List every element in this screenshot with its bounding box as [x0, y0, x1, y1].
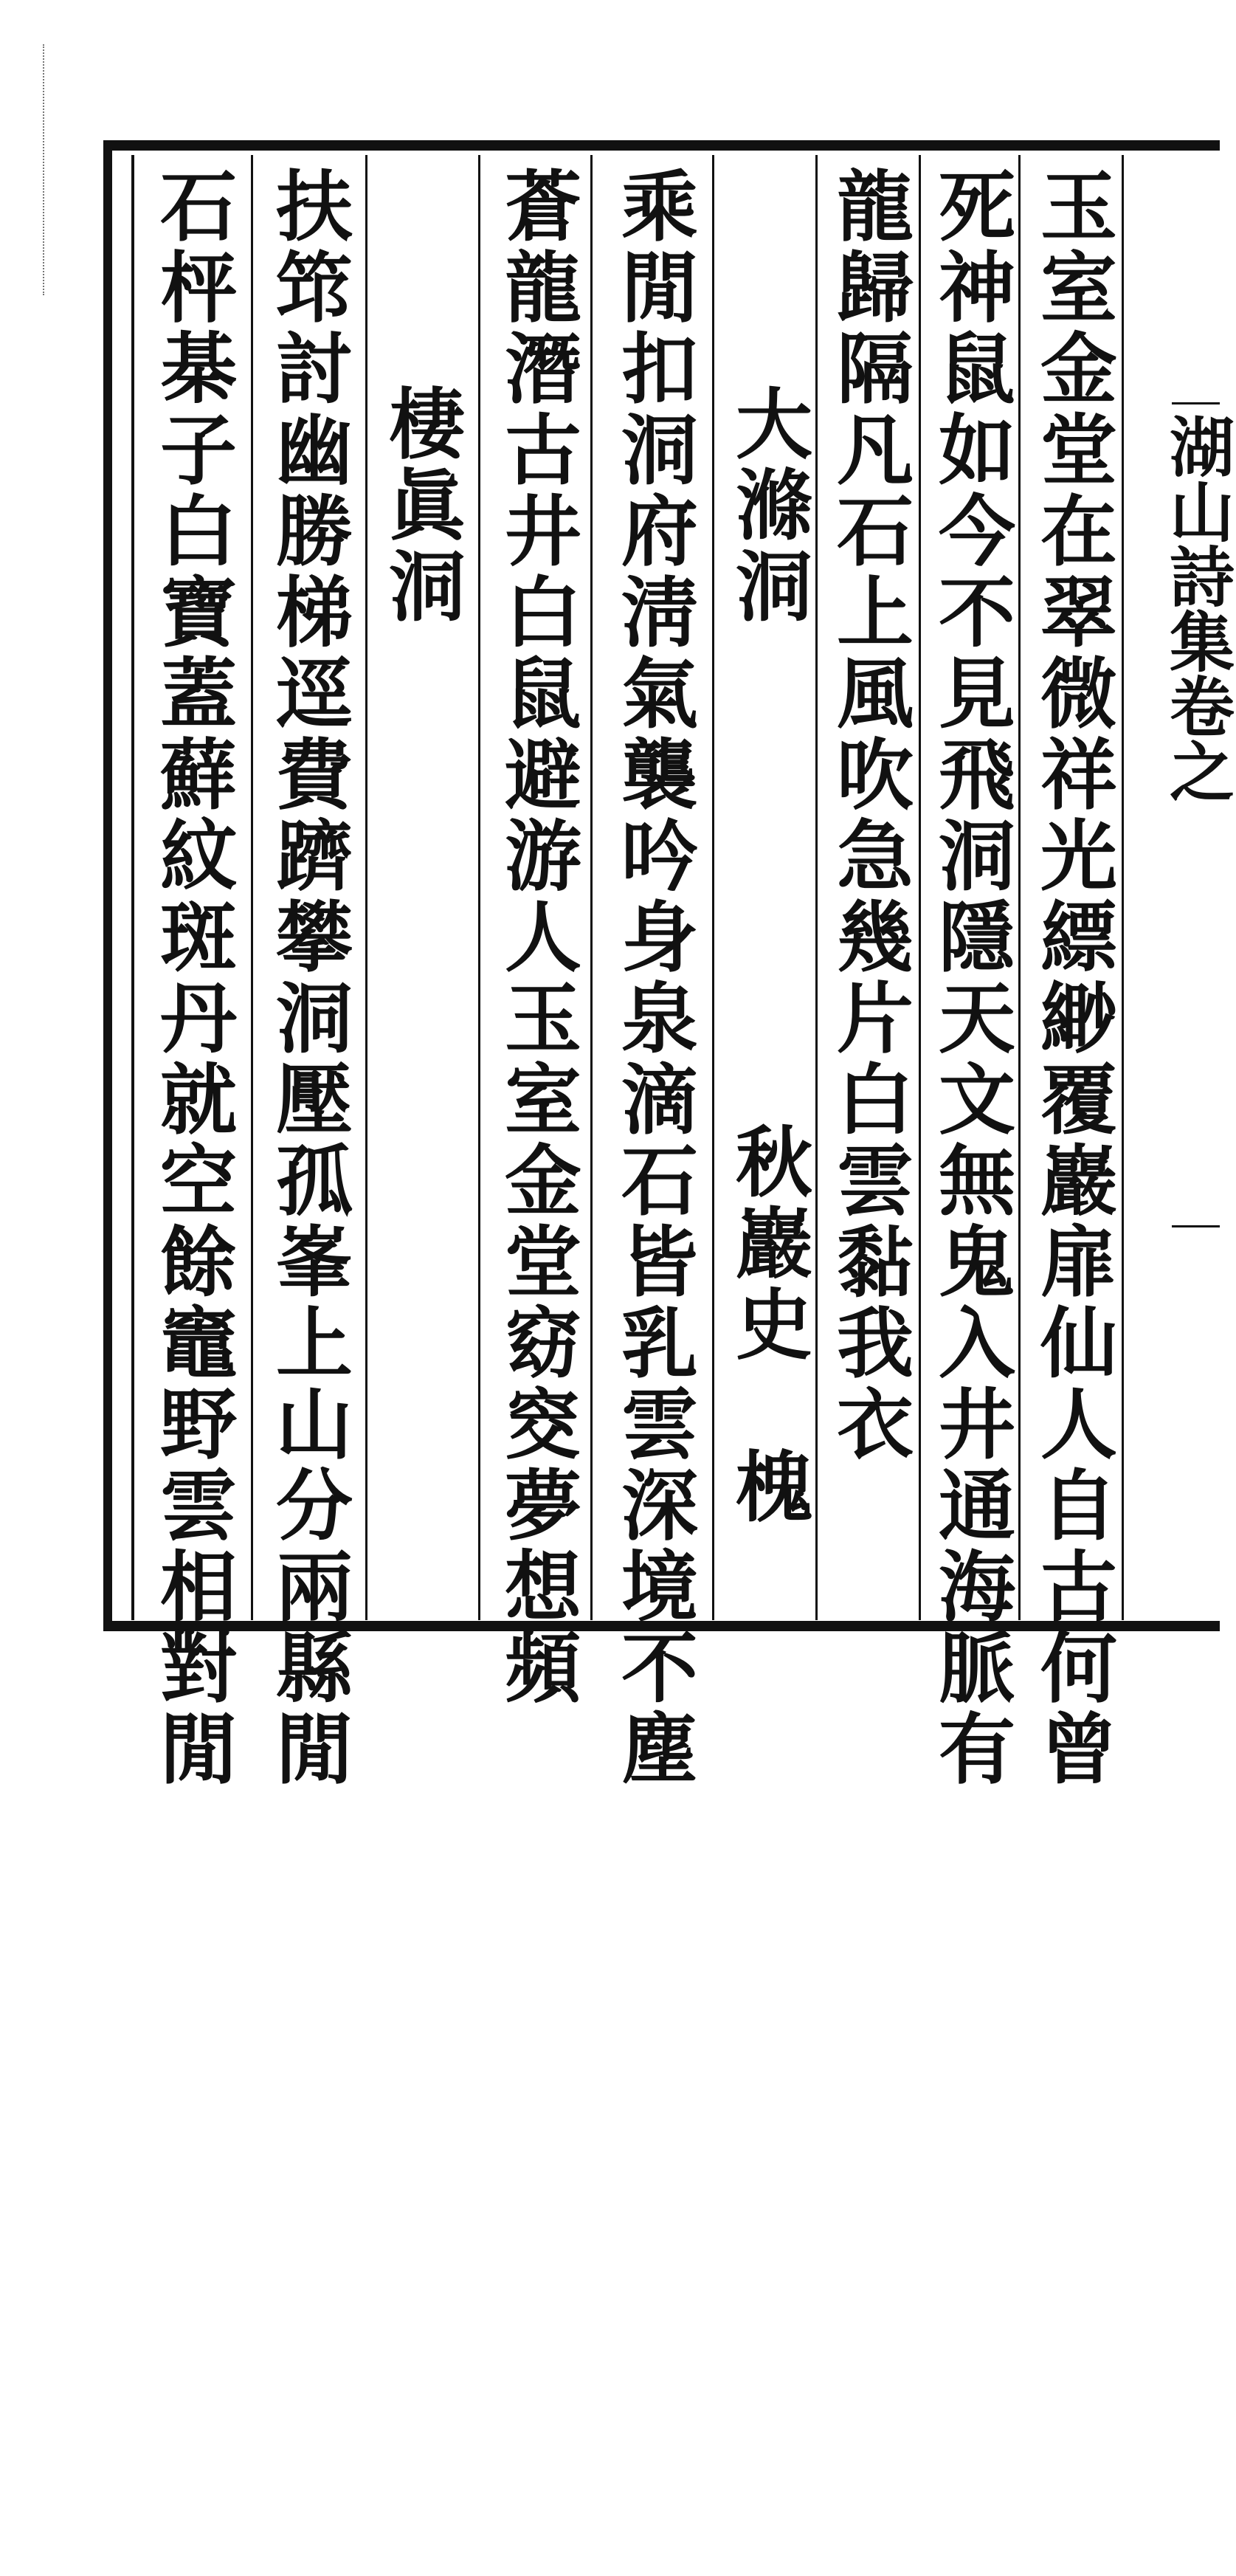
poem-line: 扶筇討幽勝梯逕費躋攀洞壓孤峯上山分兩縣閒: [263, 166, 353, 1790]
poem-title: 大滌洞: [722, 384, 813, 627]
column-rule: [590, 155, 593, 1620]
poem-line: 石枰棊子白寶蓋蘚紋斑丹就空餘竈野雲相對閒: [147, 166, 238, 1790]
margin-mark: [43, 44, 46, 295]
poem-title: 棲眞洞: [376, 384, 466, 627]
poem-line: 蒼龍潛古井白鼠避游人玉室金堂窈窔夢想頻: [491, 166, 582, 1709]
banxin-rule: [1172, 1225, 1220, 1227]
frame-inner-rule: [131, 155, 134, 1620]
column-rule: [251, 155, 253, 1620]
column-rule: [712, 155, 714, 1620]
column-rule: [1018, 155, 1021, 1620]
column-rule: [815, 155, 818, 1620]
column-rule: [1122, 155, 1124, 1620]
poem-line: 死神鼠如今不見飛洞隱天文無鬼入井通海脈有: [925, 166, 1016, 1790]
column-rule: [478, 155, 480, 1620]
poem-line: 乘閒扣洞府淸氣襲吟身泉滴石皆乳雲深境不塵: [608, 166, 699, 1790]
column-rule: [365, 155, 367, 1620]
author-line: 秋巖史 槐: [722, 1122, 813, 1528]
poem-line: 龍歸隔凡石上風吹急幾片白雲黏我衣: [824, 166, 914, 1465]
banxin-rule: [1172, 402, 1220, 404]
banxin-title: 湖山詩集卷之: [1159, 413, 1236, 803]
poem-line: 玉室金堂在翠微祥光縹緲覆巖扉仙人自古何曾: [1027, 166, 1118, 1790]
column-rule: [919, 155, 921, 1620]
